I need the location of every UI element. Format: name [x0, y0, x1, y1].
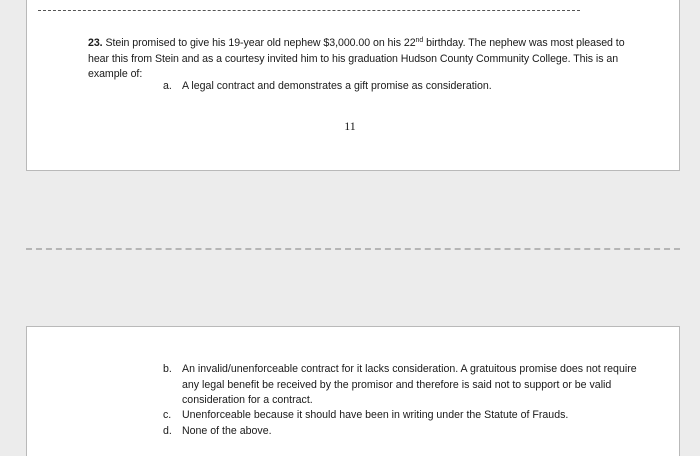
- option-letter: a.: [163, 80, 172, 92]
- page-number: 11: [344, 119, 356, 133]
- option-c: [163, 408, 643, 424]
- question-text-part1: Stein promised to give his 19-year old nephew $3,000.00 on his 22: [102, 37, 416, 49]
- option-letter: b.: [163, 363, 172, 375]
- option-letter: d.: [163, 425, 172, 437]
- question-text: [88, 36, 648, 83]
- question-text-part2: birthday. The nephew was most pleased to hear this from Stein and as a courtesy invited him to his graduation Hudson County Community College. This is an example of:: [88, 37, 625, 80]
- option-text: None of the above.: [182, 425, 272, 437]
- option-letter: c.: [163, 409, 172, 421]
- ordinal-suffix: nd: [415, 37, 424, 44]
- option-text: A legal contract and demonstrates a gift promise as consideration.: [182, 80, 492, 92]
- option-text: Unenforceable because it should have been in writing under the Statute of Frauds.: [182, 409, 569, 421]
- page-break-divider: [26, 248, 680, 250]
- dashed-separator-line: [38, 10, 580, 11]
- option-text: An invalid/unenforceable contract for it lacks consideration. A gratuitous promise does not require any legal benefit be received by the promisor and therefore is said not to support or be valid consideration for a contract.: [182, 363, 637, 406]
- option-b: [163, 362, 643, 410]
- option-d: [163, 424, 643, 440]
- question-number: 23.: [88, 37, 103, 49]
